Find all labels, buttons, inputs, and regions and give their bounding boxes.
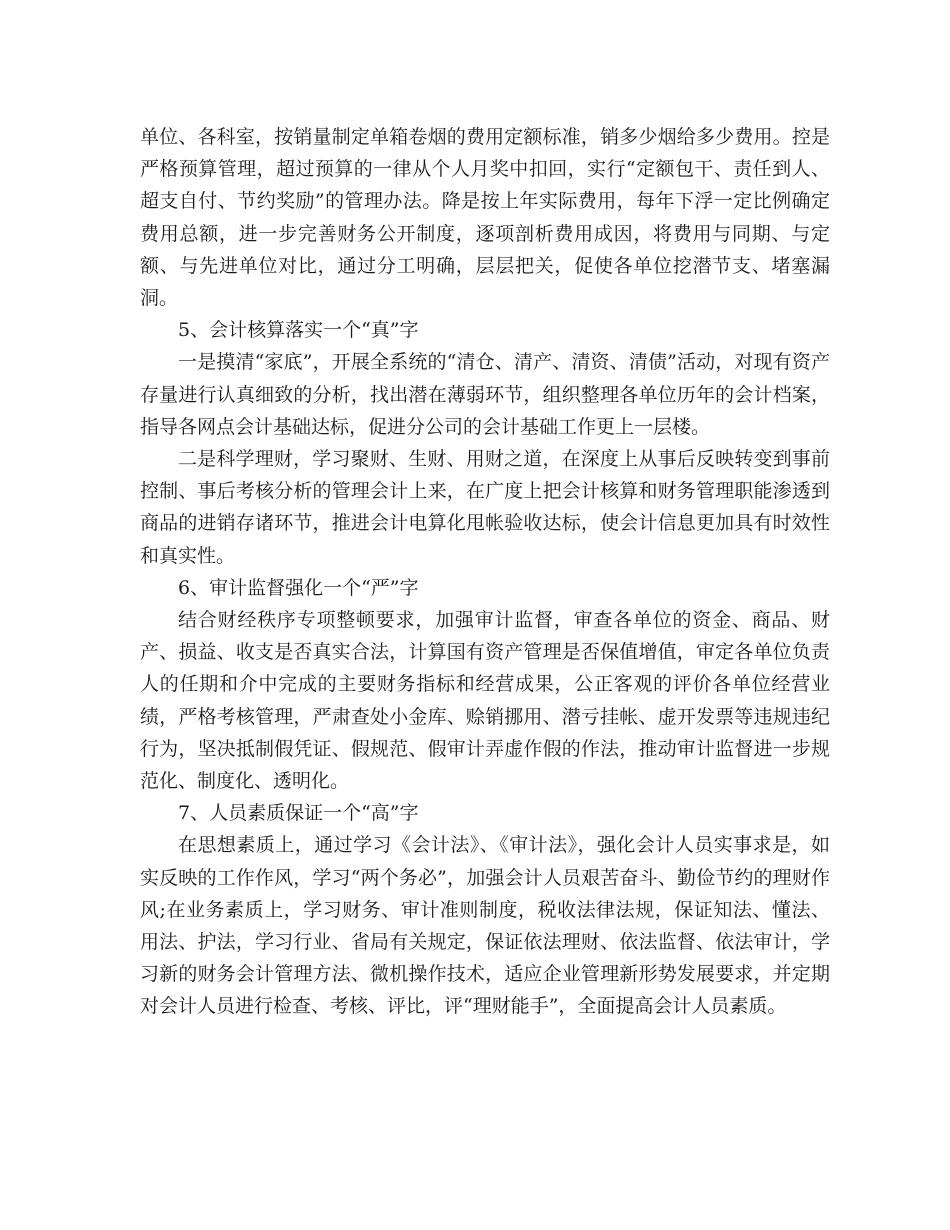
- paragraph-section-7: 在思想素质上，通过学习《会计法》、《审计法》，强化会计人员实事求是，如实反映的工作作风，学习“两个务必”，加强会计人员艰苦奋斗、勤俭节约的理财作风;在业务素质上，学习财务、审计准则制度，税收法律法规，保证知法、懂法、用法、护法，学习行业、省局有关规定，保证依法理财、依法监督、依法审计，学习新的财务会计管理方法、微机操作技术，适应企业管理新形势发展要求，并定期对会计人员进行检查、考核、评比，评“理财能手”，全面提高会计人员素质。: [140, 834, 830, 1018]
- section-heading-6: 6、审计监督强化一个“严”字: [178, 576, 419, 599]
- section-heading-7: 7、人员素质保证一个“高”字: [178, 802, 419, 825]
- paragraph-section-6: 结合财经秩序专项整顿要求，加强审计监督，审查各单位的资金、商品、财产、损益、收支是否真实合法，计算国有资产管理是否保值增值，审定各单位负责人的任期和介中完成的主要财务指标和经营成果，公正客观的评价各单位经营业绩，严格考核管理，严肃查处小金库、赊销挪用、潜亏挂帐、虚开发票等违规违纪行为，坚决抵制假凭证、假规范、假审计弄虚作假的作法，推动审计监督进一步规范化、制度化、透明化。: [140, 609, 830, 793]
- paragraph-section-5-point-1: 一是摸清“家底”，开展全系统的“清仓、清产、清资、清债”活动，对现有资产存量进行认真细致的分析，找出潜在薄弱环节，组织整理各单位历年的会计档案，指导各网点会计基础达标，促进分公司的会计基础工作更上一层楼。: [140, 351, 830, 438]
- section-heading-5: 5、会计核算落实一个“真”字: [178, 319, 419, 342]
- paragraph-section-5-point-2: 二是科学理财，学习聚财、生财、用财之道，在深度上从事后反映转变到事前控制、事后考核分析的管理会计上来，在广度上把会计核算和财务管理职能渗透到商品的进销存诸环节，推进会计电算化甩帐验收达标，使会计信息更加具有时效性和真实性。: [140, 448, 830, 567]
- paragraph-continuation: 单位、各科室，按销量制定单箱卷烟的费用定额标准，销多少烟给多少费用。控是严格预算管理，超过预算的一律从个人月奖中扣回，实行“定额包干、责任到人、超支自付、节约奖励”的管理办法。降是按上年实际费用，每年下浮一定比例确定费用总额，进一步完善财务公开制度，逐项剖析费用成因，将费用与同期、与定额、与先进单位对比，通过分工明确，层层把关，促使各单位挖潜节支、堵塞漏洞。: [140, 126, 830, 310]
